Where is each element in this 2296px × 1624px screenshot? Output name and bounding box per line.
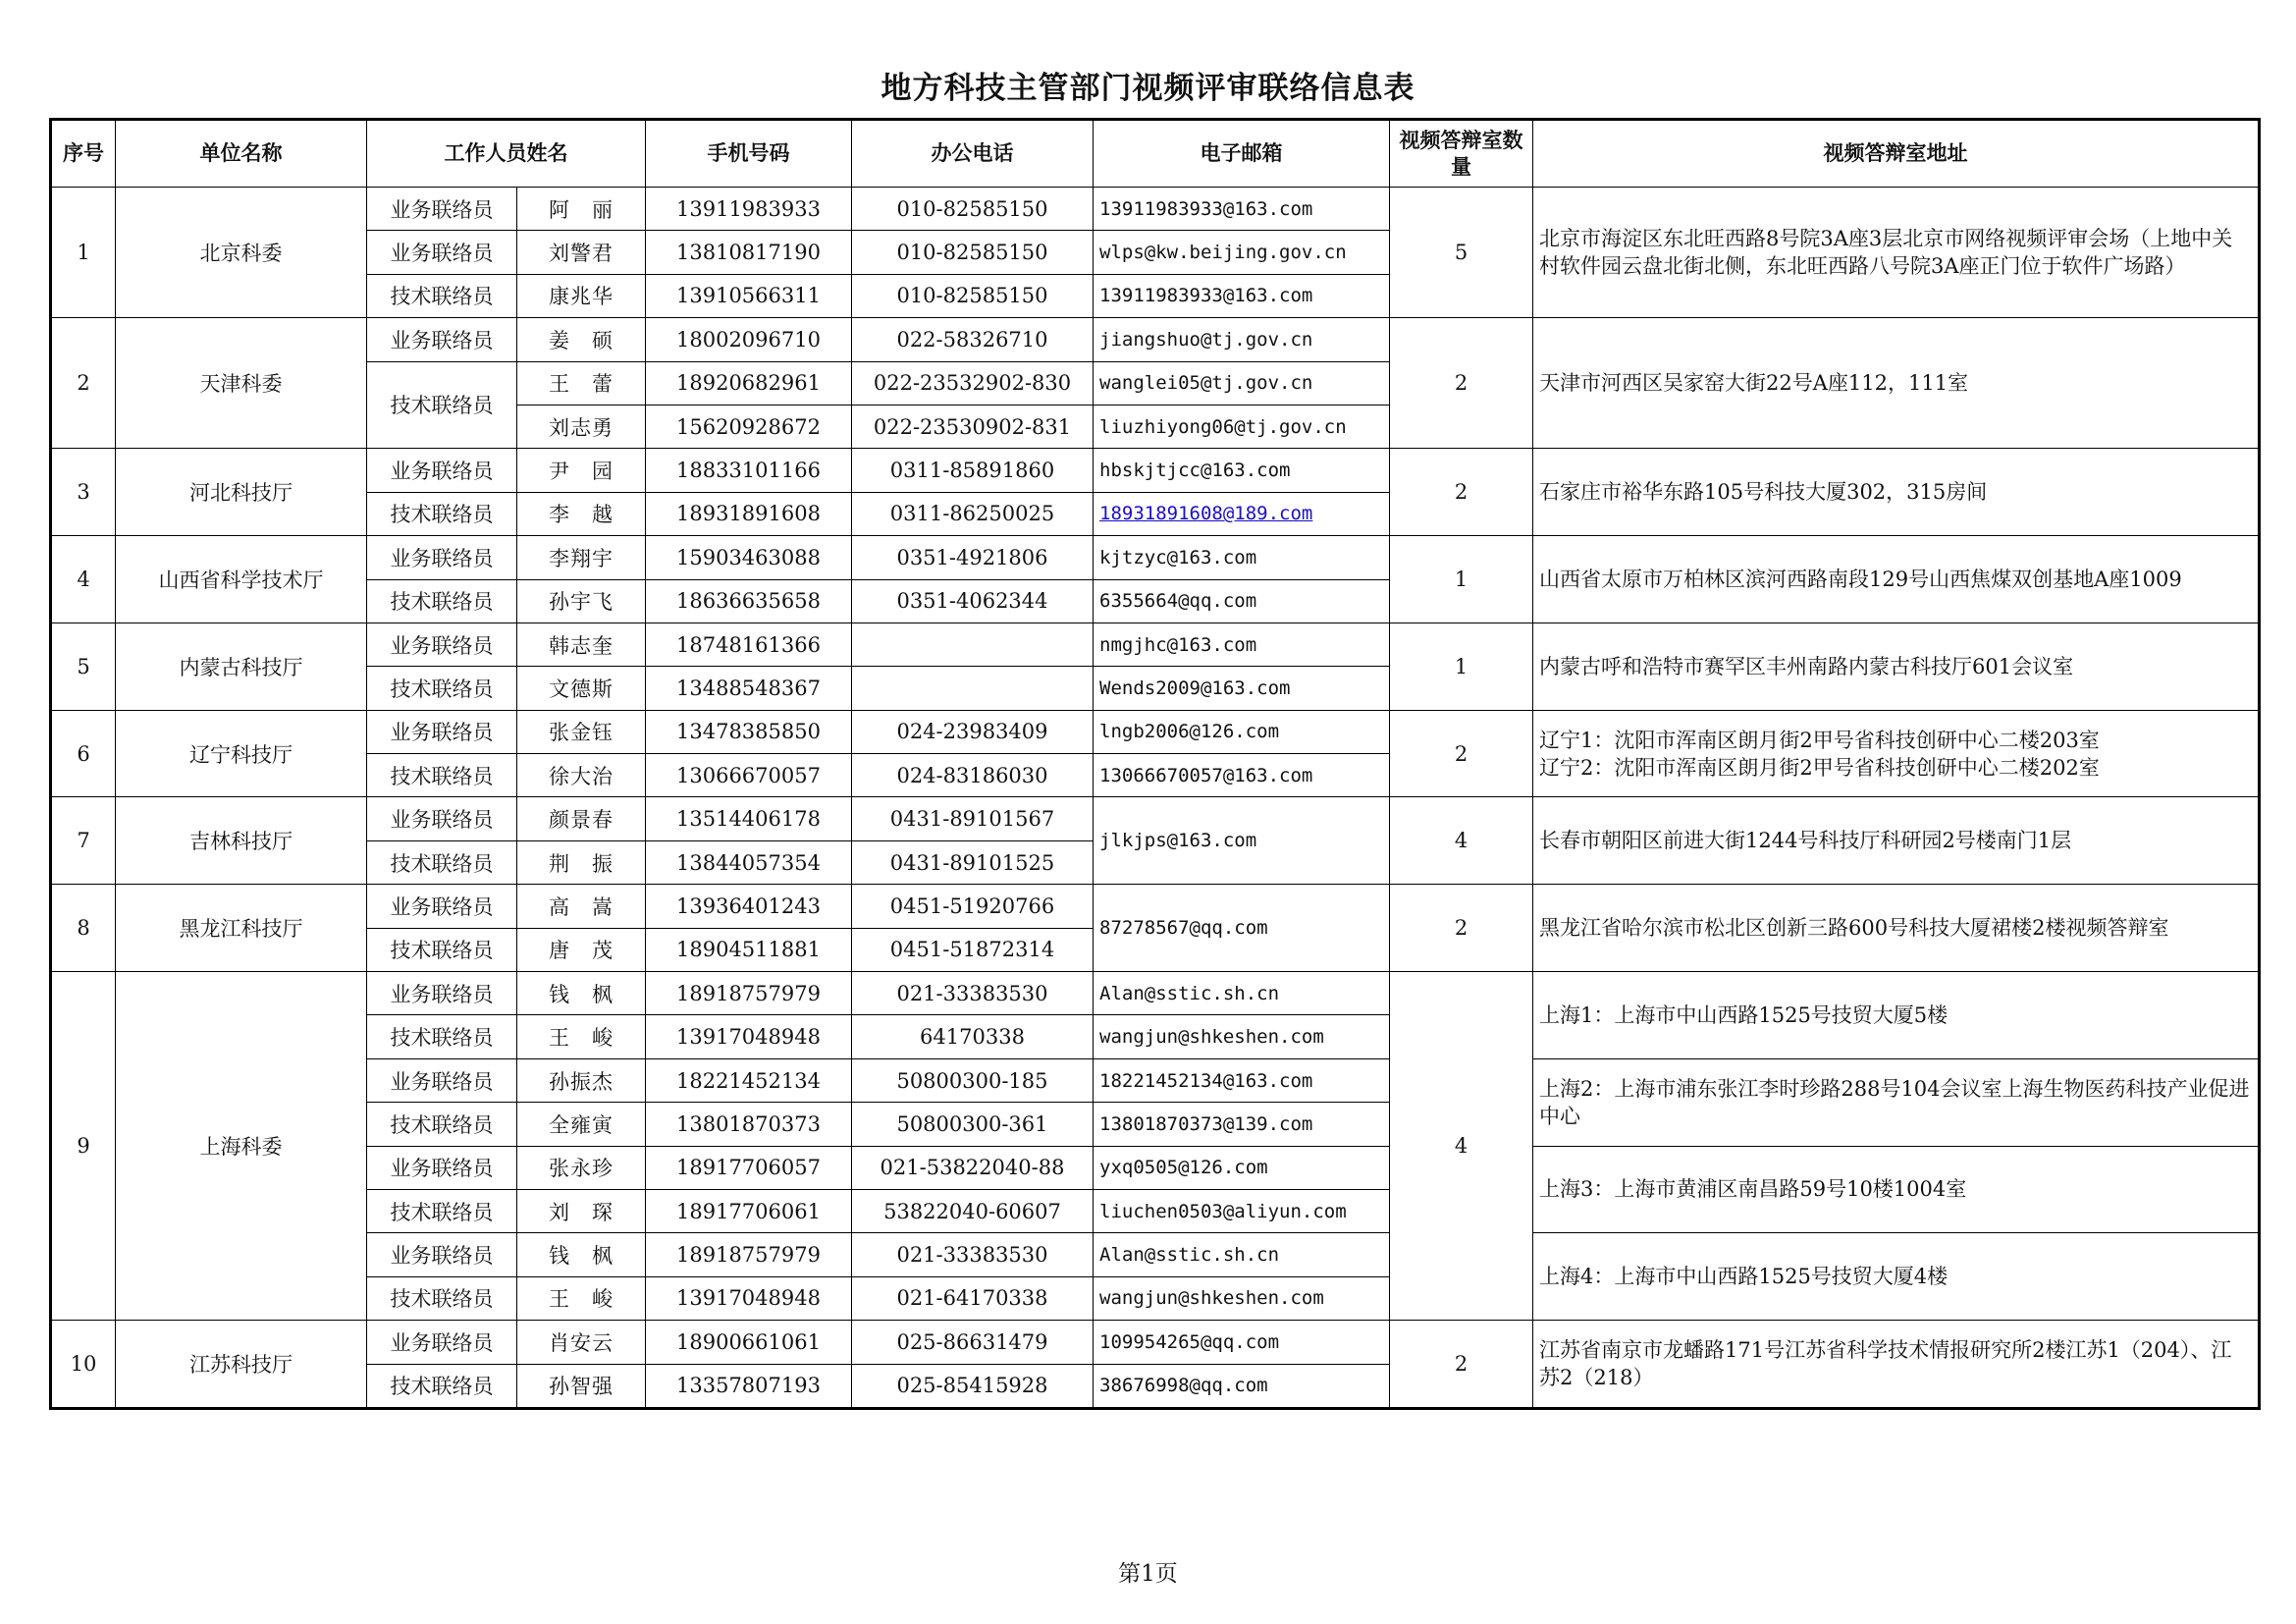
room-count: 4 bbox=[1390, 797, 1533, 885]
room-count: 2 bbox=[1390, 449, 1533, 536]
room-address-line: 天津市河西区吴家窑大街22号A座112，111室 bbox=[1539, 371, 1969, 396]
office-phone: 0351-4062344 bbox=[852, 579, 1094, 623]
staff-role: 业务联络员 bbox=[367, 1233, 517, 1276]
staff-role: 业务联络员 bbox=[367, 1321, 517, 1364]
email-link[interactable]: 18931891608@189.com bbox=[1099, 503, 1313, 525]
staff-name: 唐 茂 bbox=[517, 928, 646, 971]
staff-role: 业务联络员 bbox=[367, 972, 517, 1015]
room-address-line: 江苏省南京市龙蟠路171号江苏省科学技术情报研究所2楼江苏1（204）、江苏2（218） bbox=[1539, 1338, 2232, 1390]
staff-role: 技术联络员 bbox=[367, 754, 517, 797]
office-phone: 64170338 bbox=[852, 1015, 1094, 1058]
header-room-addr: 视频答辩室地址 bbox=[1533, 120, 2260, 188]
staff-role: 技术联络员 bbox=[367, 928, 517, 971]
table-row bbox=[51, 1233, 2260, 1276]
staff-name: 王 峻 bbox=[517, 1015, 646, 1058]
room-address bbox=[1533, 318, 2260, 449]
staff-role: 技术联络员 bbox=[367, 667, 517, 710]
unit-name: 天津科委 bbox=[116, 318, 367, 449]
staff-role: 业务联络员 bbox=[367, 623, 517, 666]
mobile-number: 18221452134 bbox=[646, 1058, 852, 1102]
room-address-line: 内蒙古呼和浩特市赛罕区丰州南路内蒙古科技厅601会议室 bbox=[1539, 654, 2074, 678]
header-staff: 工作人员姓名 bbox=[367, 120, 646, 188]
staff-role: 技术联络员 bbox=[367, 1103, 517, 1146]
room-address bbox=[1533, 885, 2260, 972]
contact-table bbox=[49, 118, 2261, 1410]
room-count: 2 bbox=[1390, 1321, 1533, 1409]
staff-name: 张永珍 bbox=[517, 1146, 646, 1189]
staff-name: 孙宇飞 bbox=[517, 579, 646, 623]
office-phone: 021-53822040-88 bbox=[852, 1146, 1094, 1189]
mobile-number: 15620928672 bbox=[646, 405, 852, 448]
email-address: 18221452134@163.com bbox=[1094, 1058, 1390, 1102]
room-count: 1 bbox=[1390, 623, 1533, 710]
staff-role: 技术联络员 bbox=[367, 492, 517, 535]
email-address: lngb2006@126.com bbox=[1094, 710, 1390, 753]
staff-name: 文德斯 bbox=[517, 667, 646, 710]
staff-role: 业务联络员 bbox=[367, 536, 517, 579]
staff-role: 业务联络员 bbox=[367, 231, 517, 274]
seq-cell: 2 bbox=[51, 318, 116, 449]
mobile-number: 18833101166 bbox=[646, 449, 852, 492]
header-office: 办公电话 bbox=[852, 120, 1094, 188]
seq-cell: 3 bbox=[51, 449, 116, 536]
room-address: 上海1：上海市中山西路1525号技贸大厦5楼 bbox=[1533, 972, 2260, 1059]
staff-name: 高 嵩 bbox=[517, 885, 646, 928]
office-phone: 50800300-361 bbox=[852, 1103, 1094, 1146]
office-phone: 022-23530902-831 bbox=[852, 405, 1094, 448]
table-body bbox=[51, 188, 2260, 1409]
email-address: wlps@kw.beijing.gov.cn bbox=[1094, 231, 1390, 274]
room-address: 上海4：上海市中山西路1525号技贸大厦4楼 bbox=[1533, 1233, 2260, 1321]
mobile-number: 13917048948 bbox=[646, 1015, 852, 1058]
office-phone: 024-23983409 bbox=[852, 710, 1094, 753]
seq-cell: 8 bbox=[51, 885, 116, 972]
office-phone bbox=[852, 623, 1094, 666]
staff-role: 业务联络员 bbox=[367, 1058, 517, 1102]
room-address bbox=[1533, 710, 2260, 797]
mobile-number: 18748161366 bbox=[646, 623, 852, 666]
mobile-number: 13936401243 bbox=[646, 885, 852, 928]
office-phone: 0311-86250025 bbox=[852, 492, 1094, 535]
email-address: 13066670057@163.com bbox=[1094, 754, 1390, 797]
office-phone: 025-86631479 bbox=[852, 1321, 1094, 1364]
seq-cell: 4 bbox=[51, 536, 116, 623]
email-address: kjtzyc@163.com bbox=[1094, 536, 1390, 579]
email-address: liuchen0503@aliyun.com bbox=[1094, 1189, 1390, 1232]
mobile-number: 13488548367 bbox=[646, 667, 852, 710]
mobile-number: 13844057354 bbox=[646, 840, 852, 884]
office-phone: 0451-51872314 bbox=[852, 928, 1094, 971]
unit-name: 上海科委 bbox=[116, 972, 367, 1321]
unit-name: 山西省科学技术厅 bbox=[116, 536, 367, 623]
room-address bbox=[1533, 449, 2260, 536]
seq-cell: 10 bbox=[51, 1321, 116, 1409]
staff-name: 阿 丽 bbox=[517, 188, 646, 231]
staff-name: 李 越 bbox=[517, 492, 646, 535]
email-address: liuzhiyong06@tj.gov.cn bbox=[1094, 405, 1390, 448]
staff-role: 技术联络员 bbox=[367, 1189, 517, 1232]
office-phone: 021-33383530 bbox=[852, 1233, 1094, 1276]
table-row bbox=[51, 710, 2260, 753]
mobile-number: 18920682961 bbox=[646, 361, 852, 405]
mobile-number: 13357807193 bbox=[646, 1364, 852, 1408]
mobile-number: 15903463088 bbox=[646, 536, 852, 579]
staff-name: 钱 枫 bbox=[517, 1233, 646, 1276]
staff-role: 技术联络员 bbox=[367, 1364, 517, 1408]
table-row bbox=[51, 1146, 2260, 1189]
email-address bbox=[1094, 492, 1390, 535]
table-row bbox=[51, 1321, 2260, 1364]
seq-cell: 6 bbox=[51, 710, 116, 797]
header-seq: 序号 bbox=[51, 120, 116, 188]
office-phone: 0451-51920766 bbox=[852, 885, 1094, 928]
table-row bbox=[51, 972, 2260, 1015]
room-address-line: 黑龙江省哈尔滨市松北区创新三路600号科技大厦裙楼2楼视频答辩室 bbox=[1539, 916, 2169, 941]
staff-name: 尹 园 bbox=[517, 449, 646, 492]
table-row bbox=[51, 449, 2260, 492]
staff-role: 业务联络员 bbox=[367, 1146, 517, 1189]
staff-name: 王 峻 bbox=[517, 1276, 646, 1320]
staff-name: 徐大治 bbox=[517, 754, 646, 797]
room-address bbox=[1533, 536, 2260, 623]
table-row bbox=[51, 188, 2260, 231]
email-address: 13801870373@139.com bbox=[1094, 1103, 1390, 1146]
email-address: wangjun@shkeshen.com bbox=[1094, 1276, 1390, 1320]
mobile-number: 18918757979 bbox=[646, 972, 852, 1015]
staff-role: 业务联络员 bbox=[367, 449, 517, 492]
room-count: 2 bbox=[1390, 885, 1533, 972]
office-phone: 0351-4921806 bbox=[852, 536, 1094, 579]
mobile-number: 18002096710 bbox=[646, 318, 852, 361]
email-address: 87278567@qq.com bbox=[1094, 885, 1390, 972]
unit-name: 吉林科技厅 bbox=[116, 797, 367, 885]
staff-role: 业务联络员 bbox=[367, 188, 517, 231]
email-address: yxq0505@126.com bbox=[1094, 1146, 1390, 1189]
email-address: jiangshuo@tj.gov.cn bbox=[1094, 318, 1390, 361]
mobile-number: 18931891608 bbox=[646, 492, 852, 535]
email-address: wangjun@shkeshen.com bbox=[1094, 1015, 1390, 1058]
staff-name: 荆 振 bbox=[517, 840, 646, 884]
header-row bbox=[51, 120, 2260, 188]
room-count: 2 bbox=[1390, 318, 1533, 449]
staff-name: 刘志勇 bbox=[517, 405, 646, 448]
mobile-number: 18900661061 bbox=[646, 1321, 852, 1364]
office-phone: 025-85415928 bbox=[852, 1364, 1094, 1408]
staff-role: 技术联络员 bbox=[367, 1015, 517, 1058]
email-address: 13911983933@163.com bbox=[1094, 274, 1390, 317]
office-phone: 010-82585150 bbox=[852, 231, 1094, 274]
unit-name: 黑龙江科技厅 bbox=[116, 885, 367, 972]
office-phone: 021-33383530 bbox=[852, 972, 1094, 1015]
email-address: 109954265@qq.com bbox=[1094, 1321, 1390, 1364]
mobile-number: 13911983933 bbox=[646, 188, 852, 231]
mobile-number: 18904511881 bbox=[646, 928, 852, 971]
staff-role: 技术联络员 bbox=[367, 1276, 517, 1320]
unit-name: 内蒙古科技厅 bbox=[116, 623, 367, 710]
staff-name: 姜 硕 bbox=[517, 318, 646, 361]
email-address: hbskjtjcc@163.com bbox=[1094, 449, 1390, 492]
unit-name: 辽宁科技厅 bbox=[116, 710, 367, 797]
email-address: 38676998@qq.com bbox=[1094, 1364, 1390, 1408]
room-address-line: 山西省太原市万柏林区滨河西路南段129号山西焦煤双创基地A座1009 bbox=[1539, 568, 2182, 592]
room-address bbox=[1533, 623, 2260, 710]
staff-role: 技术联络员 bbox=[367, 361, 517, 449]
room-address: 上海3：上海市黄浦区南昌路59号10楼1004室 bbox=[1533, 1146, 2260, 1233]
header-email: 电子邮箱 bbox=[1094, 120, 1390, 188]
mobile-number: 13478385850 bbox=[646, 710, 852, 753]
room-address-line: 石家庄市裕华东路105号科技大厦302，315房间 bbox=[1539, 480, 1988, 505]
staff-role: 业务联络员 bbox=[367, 797, 517, 840]
staff-role: 技术联络员 bbox=[367, 840, 517, 884]
email-address: Alan@sstic.sh.cn bbox=[1094, 1233, 1390, 1276]
staff-name: 康兆华 bbox=[517, 274, 646, 317]
mobile-number: 13514406178 bbox=[646, 797, 852, 840]
staff-role: 技术联络员 bbox=[367, 579, 517, 623]
header-room-count: 视频答辩室数量 bbox=[1390, 120, 1533, 188]
office-phone: 010-82585150 bbox=[852, 274, 1094, 317]
staff-name: 钱 枫 bbox=[517, 972, 646, 1015]
mobile-number: 18917706061 bbox=[646, 1189, 852, 1232]
email-address: nmgjhc@163.com bbox=[1094, 623, 1390, 666]
mobile-number: 13801870373 bbox=[646, 1103, 852, 1146]
unit-name: 河北科技厅 bbox=[116, 449, 367, 536]
email-address: Alan@sstic.sh.cn bbox=[1094, 972, 1390, 1015]
table-row bbox=[51, 623, 2260, 666]
page-title: 地方科技主管部门视频评审联络信息表 bbox=[881, 71, 1415, 106]
mobile-number: 13066670057 bbox=[646, 754, 852, 797]
room-count: 1 bbox=[1390, 536, 1533, 623]
email-address: 6355664@qq.com bbox=[1094, 579, 1390, 623]
room-count: 2 bbox=[1390, 710, 1533, 797]
staff-name: 张金钰 bbox=[517, 710, 646, 753]
email-address: jlkjps@163.com bbox=[1094, 797, 1390, 885]
seq-cell: 7 bbox=[51, 797, 116, 885]
office-phone bbox=[852, 667, 1094, 710]
mobile-number: 13910566311 bbox=[646, 274, 852, 317]
seq-cell: 9 bbox=[51, 972, 116, 1321]
seq-cell: 5 bbox=[51, 623, 116, 710]
staff-name: 全雍寅 bbox=[517, 1103, 646, 1146]
room-address bbox=[1533, 1321, 2260, 1409]
room-address bbox=[1533, 797, 2260, 885]
office-phone: 022-23532902-830 bbox=[852, 361, 1094, 405]
mobile-number: 18918757979 bbox=[646, 1233, 852, 1276]
office-phone: 0431-89101525 bbox=[852, 840, 1094, 884]
staff-name: 孙振杰 bbox=[517, 1058, 646, 1102]
room-address: 上海2：上海市浦东张江李时珍路288号104会议室上海生物医药科技产业促进中心 bbox=[1533, 1058, 2260, 1146]
staff-name: 韩志奎 bbox=[517, 623, 646, 666]
staff-name: 颜景春 bbox=[517, 797, 646, 840]
table-row bbox=[51, 318, 2260, 361]
staff-name: 刘警君 bbox=[517, 231, 646, 274]
mobile-number: 13917048948 bbox=[646, 1276, 852, 1320]
staff-role: 业务联络员 bbox=[367, 710, 517, 753]
table-row bbox=[51, 536, 2260, 579]
office-phone: 022-58326710 bbox=[852, 318, 1094, 361]
mobile-number: 18917706057 bbox=[646, 1146, 852, 1189]
table-row bbox=[51, 885, 2260, 928]
room-address-line: 辽宁2：沈阳市浑南区朗月街2甲号省科技创研中心二楼202室 bbox=[1539, 755, 2100, 780]
email-address: wanglei05@tj.gov.cn bbox=[1094, 361, 1390, 405]
unit-name: 北京科委 bbox=[116, 188, 367, 318]
staff-name: 肖安云 bbox=[517, 1321, 646, 1364]
staff-role: 技术联络员 bbox=[367, 274, 517, 317]
office-phone: 0431-89101567 bbox=[852, 797, 1094, 840]
office-phone: 021-64170338 bbox=[852, 1276, 1094, 1320]
mobile-number: 18636635658 bbox=[646, 579, 852, 623]
seq-cell: 1 bbox=[51, 188, 116, 318]
office-phone: 50800300-185 bbox=[852, 1058, 1094, 1102]
staff-role: 业务联络员 bbox=[367, 318, 517, 361]
room-address-line: 辽宁1：沈阳市浑南区朗月街2甲号省科技创研中心二楼203室 bbox=[1539, 728, 2100, 752]
page-number: 第1页 bbox=[1118, 1561, 1178, 1587]
unit-name: 江苏科技厅 bbox=[116, 1321, 367, 1409]
office-phone: 0311-85891860 bbox=[852, 449, 1094, 492]
room-count: 4 bbox=[1390, 972, 1533, 1321]
room-address bbox=[1533, 188, 2260, 318]
table-row bbox=[51, 1058, 2260, 1102]
room-address-line: 长春市朝阳区前进大街1244号科技厅科研园2号楼南门1层 bbox=[1539, 829, 2072, 853]
staff-role: 业务联络员 bbox=[367, 885, 517, 928]
office-phone: 024-83186030 bbox=[852, 754, 1094, 797]
staff-name: 王 蕾 bbox=[517, 361, 646, 405]
office-phone: 010-82585150 bbox=[852, 188, 1094, 231]
office-phone: 53822040-60607 bbox=[852, 1189, 1094, 1232]
staff-name: 李翔宇 bbox=[517, 536, 646, 579]
mobile-number: 13810817190 bbox=[646, 231, 852, 274]
staff-name: 孙智强 bbox=[517, 1364, 646, 1408]
room-count: 5 bbox=[1390, 188, 1533, 318]
email-address: Wends2009@163.com bbox=[1094, 667, 1390, 710]
email-address: 13911983933@163.com bbox=[1094, 188, 1390, 231]
header-unit: 单位名称 bbox=[116, 120, 367, 188]
header-mobile: 手机号码 bbox=[646, 120, 852, 188]
table-row bbox=[51, 797, 2260, 840]
room-address-line: 北京市海淀区东北旺西路8号院3A座3层北京市网络视频评审会场（上地中关村软件园云盘北街北侧，东北旺西路八号院3A座正门位于软件广场路） bbox=[1539, 227, 2233, 279]
staff-name: 刘 琛 bbox=[517, 1189, 646, 1232]
